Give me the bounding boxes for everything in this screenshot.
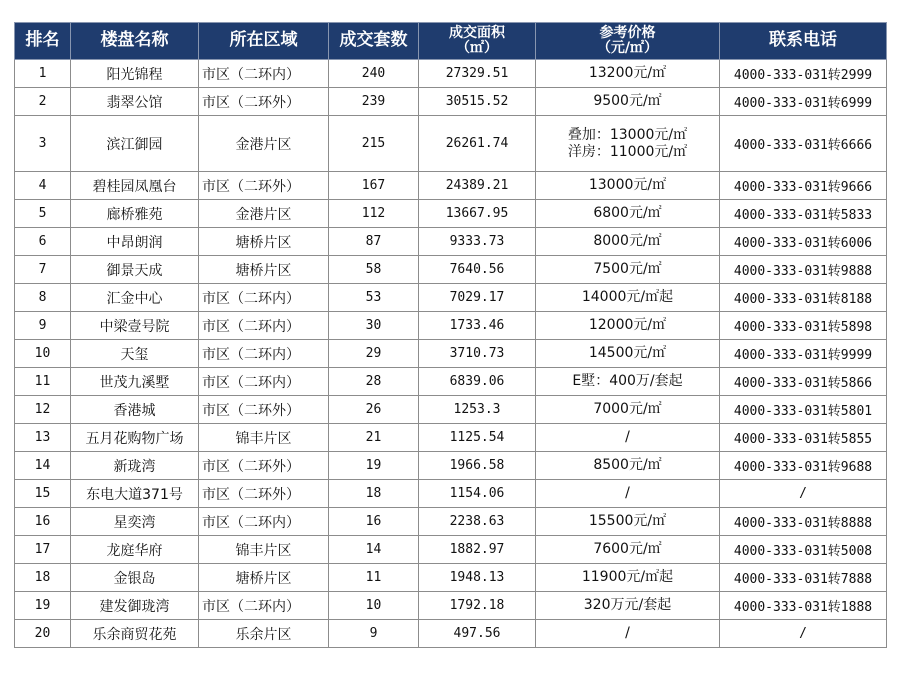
- name-cell: 滨江御园: [71, 116, 199, 172]
- size-cell: 6839.06: [419, 368, 536, 396]
- name-cell: 御景天成: [71, 256, 199, 284]
- rank-cell: 19: [15, 592, 71, 620]
- name-cell: 星奕湾: [71, 508, 199, 536]
- name-cell: 龙庭华府: [71, 536, 199, 564]
- header-units: 成交套数: [329, 23, 419, 60]
- phone-cell: 4000-333-031转9888: [720, 256, 887, 284]
- units-cell: 87: [329, 228, 419, 256]
- units-cell: 26: [329, 396, 419, 424]
- size-cell: 7029.17: [419, 284, 536, 312]
- units-cell: 53: [329, 284, 419, 312]
- size-cell: 497.56: [419, 620, 536, 648]
- header-price-unit: （元/㎡）: [596, 40, 659, 56]
- name-cell: 碧桂园凤凰台: [71, 172, 199, 200]
- units-cell: 9: [329, 620, 419, 648]
- rank-cell: 18: [15, 564, 71, 592]
- name-cell: 世茂九溪墅: [71, 368, 199, 396]
- area-cell: 市区（二环外）: [199, 480, 329, 508]
- size-cell: 1966.58: [419, 452, 536, 480]
- size-cell: 1125.54: [419, 424, 536, 452]
- rank-cell: 3: [15, 116, 71, 172]
- size-cell: 27329.51: [419, 60, 536, 88]
- units-cell: 215: [329, 116, 419, 172]
- price-cell: 14500元/㎡: [536, 340, 720, 368]
- name-cell: 天玺: [71, 340, 199, 368]
- area-cell: 金港片区: [199, 116, 329, 172]
- name-cell: 乐余商贸花苑: [71, 620, 199, 648]
- table-row: [15, 200, 887, 228]
- table-row: [15, 452, 887, 480]
- header-phone: 联系电话: [720, 23, 887, 60]
- units-cell: 58: [329, 256, 419, 284]
- size-cell: 1154.06: [419, 480, 536, 508]
- rank-cell: 2: [15, 88, 71, 116]
- price-cell: [536, 116, 720, 172]
- size-cell: 7640.56: [419, 256, 536, 284]
- table-row: [15, 228, 887, 256]
- header-rank: 排名: [15, 23, 71, 60]
- phone-cell: 4000-333-031转2999: [720, 60, 887, 88]
- size-cell: 1948.13: [419, 564, 536, 592]
- units-cell: 14: [329, 536, 419, 564]
- price-cell: 13200元/㎡: [536, 60, 720, 88]
- rank-cell: 4: [15, 172, 71, 200]
- rank-cell: 10: [15, 340, 71, 368]
- header-size: [419, 23, 536, 60]
- size-cell: 30515.52: [419, 88, 536, 116]
- table-row: [15, 536, 887, 564]
- sales-ranking-table: [14, 22, 887, 648]
- phone-cell: 4000-333-031转9688: [720, 452, 887, 480]
- size-cell: 1253.3: [419, 396, 536, 424]
- phone-cell: 4000-333-031转5833: [720, 200, 887, 228]
- name-cell: 建发御珑湾: [71, 592, 199, 620]
- phone-cell: 4000-333-031转5866: [720, 368, 887, 396]
- price-cell: 9500元/㎡: [536, 88, 720, 116]
- rank-cell: 5: [15, 200, 71, 228]
- rank-cell: 12: [15, 396, 71, 424]
- rank-cell: 11: [15, 368, 71, 396]
- rank-cell: 1: [15, 60, 71, 88]
- price-cell: 7600元/㎡: [536, 536, 720, 564]
- rank-cell: 17: [15, 536, 71, 564]
- phone-cell: 4000-333-031转5801: [720, 396, 887, 424]
- name-cell: 香港城: [71, 396, 199, 424]
- phone-cell: 4000-333-031转8888: [720, 508, 887, 536]
- units-cell: 167: [329, 172, 419, 200]
- phone-cell: 4000-333-031转6999: [720, 88, 887, 116]
- table-row: [15, 60, 887, 88]
- phone-cell: 4000-333-031转5008: [720, 536, 887, 564]
- area-cell: 塘桥片区: [199, 256, 329, 284]
- price-cell: 7500元/㎡: [536, 256, 720, 284]
- price-line-1: 叠加：13000元/㎡: [567, 126, 688, 143]
- name-cell: 汇金中心: [71, 284, 199, 312]
- price-cell: E墅：400万/套起: [536, 368, 720, 396]
- table-row: [15, 256, 887, 284]
- units-cell: 16: [329, 508, 419, 536]
- price-cell: 12000元/㎡: [536, 312, 720, 340]
- price-cell: 8000元/㎡: [536, 228, 720, 256]
- area-cell: 市区（二环内）: [199, 312, 329, 340]
- table-row: [15, 284, 887, 312]
- price-line-2: 洋房：11000元/㎡: [567, 143, 688, 160]
- units-cell: 10: [329, 592, 419, 620]
- phone-cell: 4000-333-031转9666: [720, 172, 887, 200]
- table-row: [15, 312, 887, 340]
- units-cell: 21: [329, 424, 419, 452]
- phone-cell: 4000-333-031转5898: [720, 312, 887, 340]
- area-cell: 乐余片区: [199, 620, 329, 648]
- area-cell: 市区（二环内）: [199, 60, 329, 88]
- price-cell: /: [536, 480, 720, 508]
- name-cell: 新珑湾: [71, 452, 199, 480]
- rank-cell: 15: [15, 480, 71, 508]
- units-cell: 240: [329, 60, 419, 88]
- area-cell: 市区（二环外）: [199, 452, 329, 480]
- table-row: [15, 508, 887, 536]
- size-cell: 13667.95: [419, 200, 536, 228]
- table-row: [15, 88, 887, 116]
- table-row: [15, 340, 887, 368]
- area-cell: 锦丰片区: [199, 424, 329, 452]
- area-cell: 市区（二环外）: [199, 396, 329, 424]
- table-row: [15, 116, 887, 172]
- table-row: [15, 368, 887, 396]
- units-cell: 112: [329, 200, 419, 228]
- table-row: [15, 620, 887, 648]
- units-cell: 29: [329, 340, 419, 368]
- price-cell: /: [536, 424, 720, 452]
- size-cell: 9333.73: [419, 228, 536, 256]
- header-size-unit: （㎡）: [456, 40, 498, 56]
- size-cell: 1882.97: [419, 536, 536, 564]
- size-cell: 2238.63: [419, 508, 536, 536]
- name-cell: 中昂朗润: [71, 228, 199, 256]
- header-price: [536, 23, 720, 60]
- area-cell: 市区（二环内）: [199, 592, 329, 620]
- price-cell: /: [536, 620, 720, 648]
- price-cell: 11900元/㎡起: [536, 564, 720, 592]
- price-cell: 13000元/㎡: [536, 172, 720, 200]
- price-cell: 7000元/㎡: [536, 396, 720, 424]
- area-cell: 市区（二环外）: [199, 172, 329, 200]
- area-cell: 塘桥片区: [199, 228, 329, 256]
- header-row: [15, 23, 887, 60]
- name-cell: 金银岛: [71, 564, 199, 592]
- price-cell: 8500元/㎡: [536, 452, 720, 480]
- header-price-title: 参考价格: [599, 25, 656, 42]
- area-cell: 市区（二环内）: [199, 368, 329, 396]
- name-cell: 中梁壹号院: [71, 312, 199, 340]
- header-size-title: 成交面积: [449, 25, 505, 42]
- units-cell: 28: [329, 368, 419, 396]
- area-cell: 塘桥片区: [199, 564, 329, 592]
- header-area: 所在区域: [199, 23, 329, 60]
- area-cell: 市区（二环内）: [199, 340, 329, 368]
- table-row: [15, 564, 887, 592]
- name-cell: 东电大道371号: [71, 480, 199, 508]
- units-cell: 11: [329, 564, 419, 592]
- rank-cell: 20: [15, 620, 71, 648]
- table-row: [15, 424, 887, 452]
- phone-cell: 4000-333-031转6006: [720, 228, 887, 256]
- area-cell: 市区（二环内）: [199, 284, 329, 312]
- rank-cell: 8: [15, 284, 71, 312]
- phone-cell: 4000-333-031转5855: [720, 424, 887, 452]
- rank-cell: 14: [15, 452, 71, 480]
- size-cell: 3710.73: [419, 340, 536, 368]
- size-cell: 26261.74: [419, 116, 536, 172]
- table-row: [15, 592, 887, 620]
- rank-cell: 9: [15, 312, 71, 340]
- rank-cell: 13: [15, 424, 71, 452]
- name-cell: 廊桥雅苑: [71, 200, 199, 228]
- price-cell: 320万元/套起: [536, 592, 720, 620]
- header-name: 楼盘名称: [71, 23, 199, 60]
- table-row: [15, 172, 887, 200]
- name-cell: 翡翠公馆: [71, 88, 199, 116]
- size-cell: 1792.18: [419, 592, 536, 620]
- price-cell: 15500元/㎡: [536, 508, 720, 536]
- phone-cell: 4000-333-031转1888: [720, 592, 887, 620]
- phone-cell: 4000-333-031转8188: [720, 284, 887, 312]
- name-cell: 阳光锦程: [71, 60, 199, 88]
- price-cell: 14000元/㎡起: [536, 284, 720, 312]
- rank-cell: 7: [15, 256, 71, 284]
- area-cell: 锦丰片区: [199, 536, 329, 564]
- phone-cell: /: [720, 620, 887, 648]
- units-cell: 30: [329, 312, 419, 340]
- rank-cell: 16: [15, 508, 71, 536]
- size-cell: 1733.46: [419, 312, 536, 340]
- units-cell: 239: [329, 88, 419, 116]
- table-row: [15, 480, 887, 508]
- area-cell: 市区（二环内）: [199, 508, 329, 536]
- phone-cell: 4000-333-031转9999: [720, 340, 887, 368]
- price-cell: 6800元/㎡: [536, 200, 720, 228]
- units-cell: 19: [329, 452, 419, 480]
- units-cell: 18: [329, 480, 419, 508]
- area-cell: 市区（二环外）: [199, 88, 329, 116]
- area-cell: 金港片区: [199, 200, 329, 228]
- rank-cell: 6: [15, 228, 71, 256]
- table-row: [15, 396, 887, 424]
- phone-cell: 4000-333-031转7888: [720, 564, 887, 592]
- name-cell: 五月花购物广场: [71, 424, 199, 452]
- phone-cell: 4000-333-031转6666: [720, 116, 887, 172]
- size-cell: 24389.21: [419, 172, 536, 200]
- phone-cell: /: [720, 480, 887, 508]
